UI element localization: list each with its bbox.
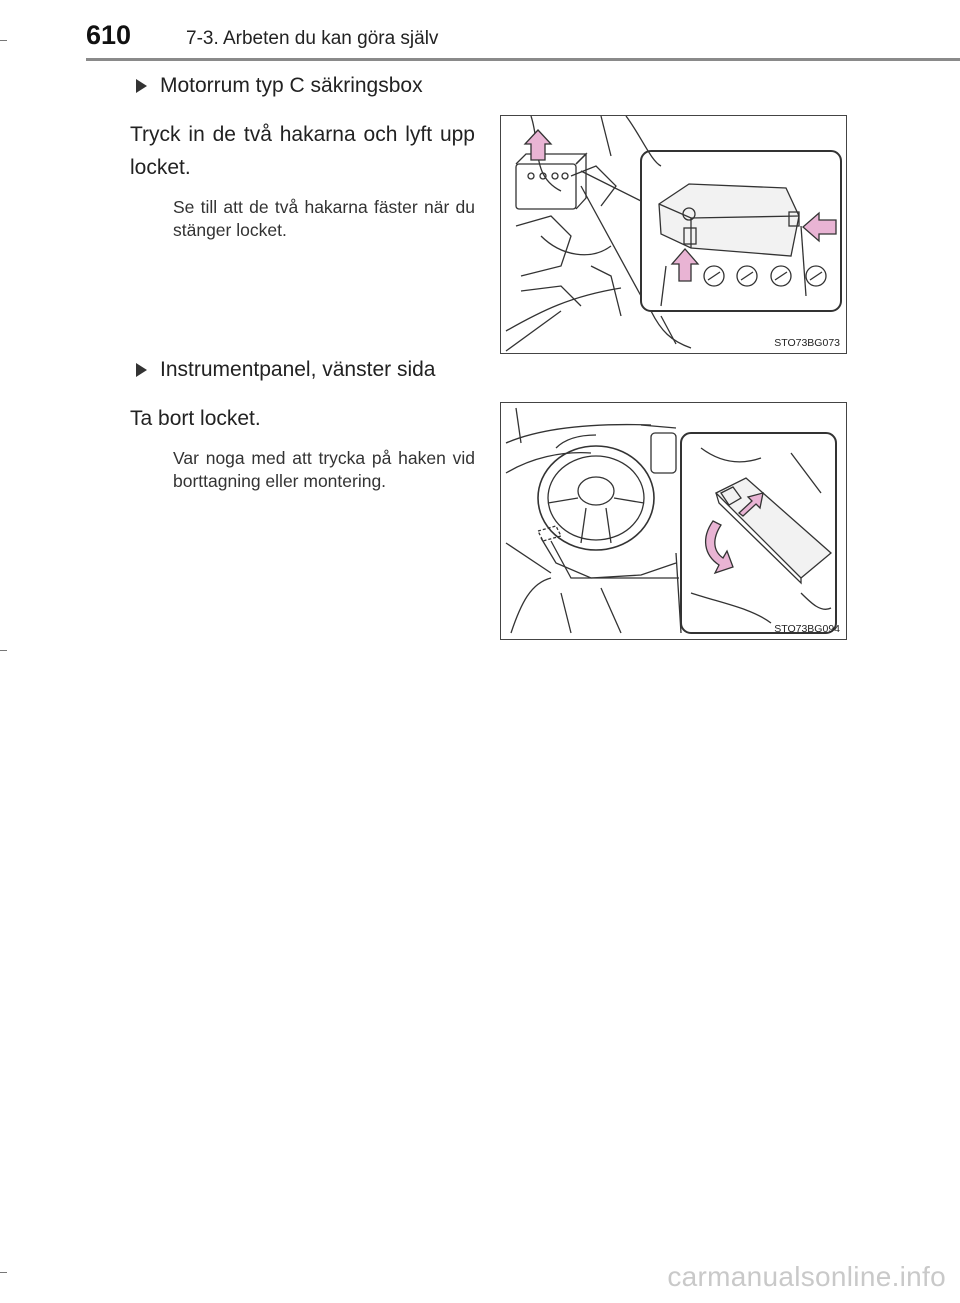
instruction-text: Ta bort locket. [130, 407, 261, 430]
up-arrow-icon [672, 249, 698, 281]
note-text: Var noga med att trycka på haken vid borttagning eller montering. [173, 448, 475, 491]
dashboard-illustration [501, 403, 846, 639]
watermark: carmanualsonline.info [667, 1261, 946, 1292]
heading-text: Instrumentpanel, vänster sida [160, 358, 436, 381]
section-fuse-box [130, 74, 475, 242]
section-title: 7-3. Arbeten du kan göra själv [186, 28, 439, 49]
crop-mark [0, 1272, 7, 1273]
bullet-triangle-icon [136, 363, 147, 377]
figure-instrument-panel [500, 402, 847, 640]
instruction-text: Tryck in de två hakarna och lyft upp locket. [130, 123, 475, 179]
curved-arrow-icon [706, 521, 733, 573]
section-heading [130, 74, 475, 98]
section-instrument-panel [130, 358, 475, 493]
page-number: 610 [86, 20, 132, 50]
page-header [0, 0, 960, 64]
heading-text: Motorrum typ C säkringsbox [160, 74, 423, 97]
figure-engine-fuse-box [500, 115, 847, 354]
header-rule [86, 58, 960, 61]
figure-code: STO73BG073 [774, 337, 840, 349]
figure-code: STO73BG094 [774, 623, 840, 635]
section-heading [130, 358, 475, 382]
bullet-triangle-icon [136, 79, 147, 93]
left-arrow-icon [803, 213, 836, 241]
up-arrow-icon [525, 130, 551, 160]
engine-bay-illustration [501, 116, 846, 353]
crop-mark [0, 40, 7, 41]
crop-mark [0, 650, 7, 651]
note-text: Se till att de två hakarna fäster när du stänger locket. [173, 197, 475, 240]
